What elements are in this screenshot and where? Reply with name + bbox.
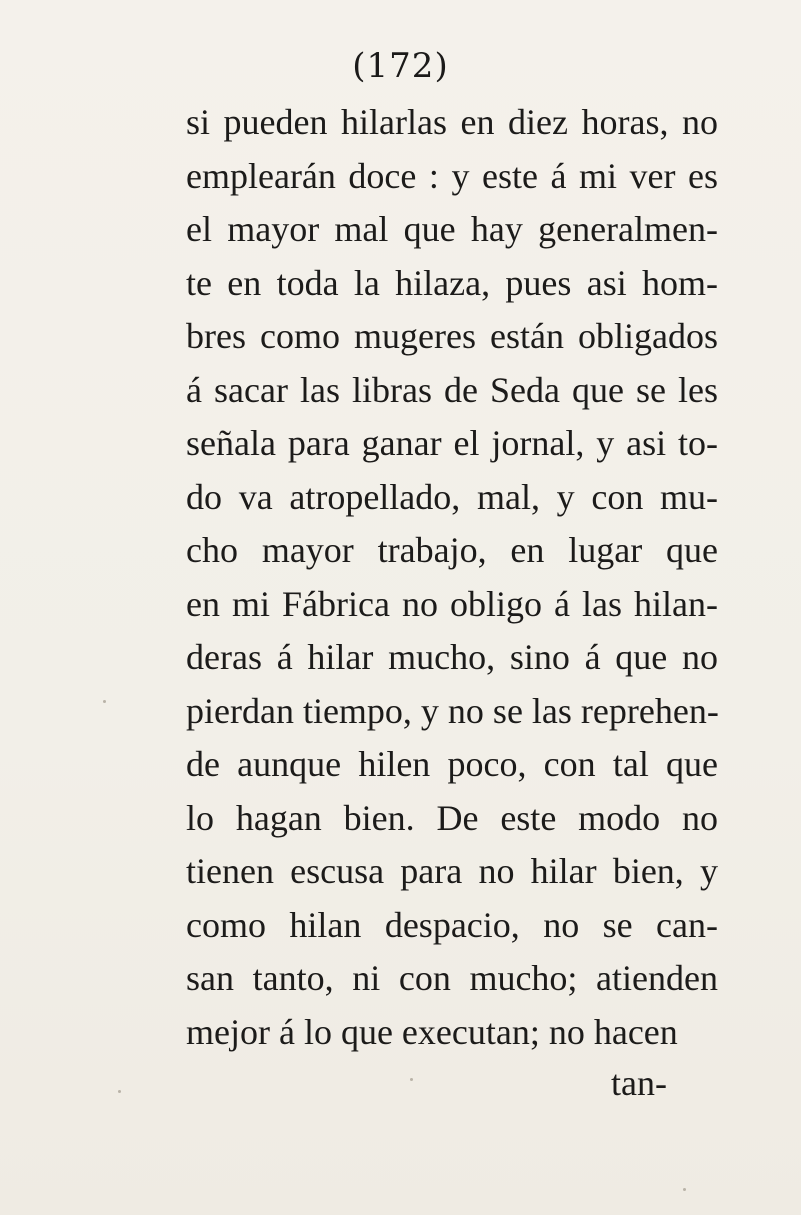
text-line: el mayor mal que hay generalmen- (186, 209, 718, 249)
text-line: en mi Fábrica no obligo á las hilan- (186, 583, 718, 624)
body-text (186, 96, 718, 1059)
text-line: san tanto, ni con mucho; atienden (186, 958, 718, 998)
text-line: señala para ganar el jornal, y asi to- (186, 423, 718, 463)
catchword: tan- (611, 1063, 667, 1103)
text-line: como hilan despacio, no se can- (186, 904, 718, 945)
text-line: cho mayor trabajo, en lugar que (186, 530, 718, 570)
text-line: lo hagan bien. De este modo no (186, 797, 718, 838)
text-line: si pueden hilarlas en diez horas, no (186, 102, 718, 142)
text-line: tienen escusa para no hilar bien, y (186, 851, 718, 891)
paper-speck (410, 1078, 413, 1081)
paper-speck (683, 1188, 686, 1191)
text-line: mejor á lo que executan; no hacen (186, 1011, 678, 1052)
text-line: de aunque hilen poco, con tal que (186, 744, 718, 784)
text-line: emplearán doce : y este á mi ver es (186, 155, 718, 196)
paper-speck (118, 1090, 121, 1093)
paper-speck (103, 700, 106, 703)
text-line: do va atropellado, mal, y con mu- (186, 476, 718, 517)
text-line: deras á hilar mucho, sino á que no (186, 637, 718, 677)
text-line: á sacar las libras de Seda que se les (186, 369, 718, 410)
text-line: te en toda la hilaza, pues asi hom- (186, 262, 718, 303)
text-line: pierdan tiempo, y no se las reprehen- (186, 690, 719, 731)
page-number: (172) (352, 46, 449, 86)
text-line: bres como mugeres están obligados (186, 316, 718, 356)
